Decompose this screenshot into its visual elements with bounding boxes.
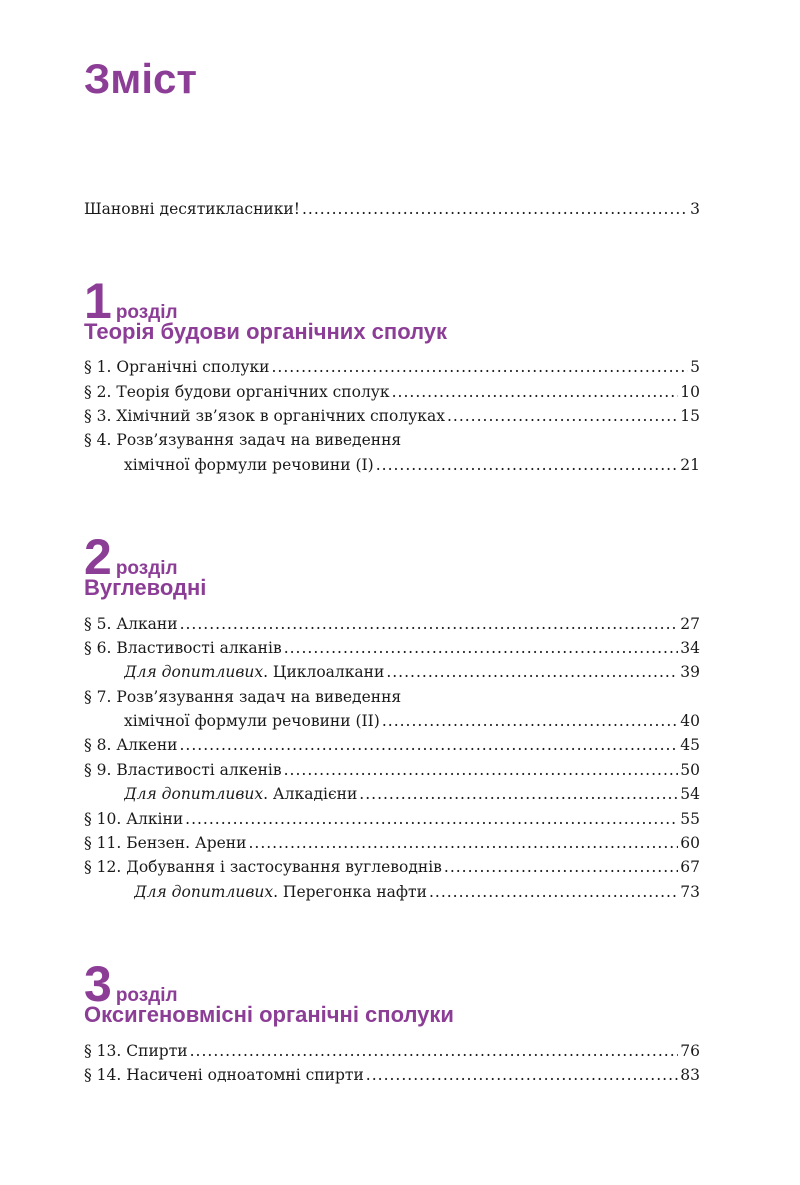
leader-dots (386, 663, 678, 681)
note-italic: Для допитливих (124, 785, 264, 803)
toc-entry[interactable] (84, 1042, 700, 1066)
toc-page-number: 39 (680, 663, 700, 681)
toc-entry-label: § 10. Алкіни (84, 810, 184, 828)
toc-entry-label[interactable]: § 7. Розв’язування задач на виведення (84, 688, 402, 706)
toc-page-number: 55 (680, 810, 700, 828)
toc-entry-label: § 11. Бензен. Арени (84, 834, 247, 852)
leader-dots (429, 883, 678, 901)
toc-entry-label: Шановні десятикласники! (84, 200, 300, 218)
leader-dots (248, 834, 678, 852)
toc-entry[interactable] (84, 858, 700, 882)
toc-entry-label: § 3. Хімічний зв’язок в органічних сполуках (84, 407, 445, 425)
section-1-title: Теорія будови органічних сполук (84, 319, 448, 344)
leader-dots (447, 407, 678, 425)
note-italic: Для допитливих (134, 883, 274, 901)
leader-dots (190, 1042, 679, 1060)
toc-entry-continuation[interactable] (124, 456, 700, 480)
toc-entry-label: § 8. Алкени (84, 736, 178, 754)
toc-entry[interactable] (84, 383, 700, 407)
toc-entry-label: § 6. Властивості алканів (84, 639, 282, 657)
toc-entry-label[interactable]: § 4. Розв’язування задач на виведення (84, 431, 402, 449)
section-word: розділ (115, 302, 178, 323)
leader-dots (444, 858, 678, 876)
toc-page-number: 3 (690, 200, 700, 218)
section-number: 1 (84, 273, 112, 329)
section-2-title: Вуглеводні (84, 575, 207, 600)
toc-entry-label: § 2. Теорія будови органічних сполук (84, 383, 390, 401)
note-text: . Перегонка нафти (273, 883, 427, 901)
leader-dots (284, 761, 679, 779)
note-text: . Циклоалкани (263, 663, 385, 681)
toc-entry-label (134, 883, 427, 901)
toc-entry-label (124, 785, 357, 803)
section-number: 2 (84, 529, 112, 585)
toc-entry-label: § 12. Добування і застосування вуглеводнів (84, 858, 442, 876)
toc-entry[interactable] (84, 407, 700, 431)
page-title: Зміст (84, 55, 197, 102)
toc-entry[interactable] (84, 1066, 700, 1090)
toc-note-entry[interactable] (124, 785, 700, 809)
note-text: . Алкадієни (263, 785, 358, 803)
toc-page-number: 45 (680, 736, 700, 754)
toc-page-number: 54 (680, 785, 700, 803)
toc-entry-continuation[interactable] (124, 712, 700, 736)
note-italic: Для допитливих (124, 663, 264, 681)
section-word: розділ (115, 558, 178, 579)
toc-page-number: 76 (680, 1042, 700, 1060)
toc-entry-label: § 14. Насичені одноатомні спирти (84, 1066, 364, 1084)
leader-dots (284, 639, 679, 657)
toc-page-number: 83 (680, 1066, 700, 1084)
toc-entry-label: хімічної формули речовини (ІІ) (124, 712, 380, 730)
toc-entry-intro[interactable] (84, 200, 700, 224)
toc-entry[interactable] (84, 761, 700, 785)
leader-dots (376, 456, 679, 474)
toc-entry-label: § 13. Спирти (84, 1042, 188, 1060)
toc-entry[interactable] (84, 358, 700, 382)
leader-dots (302, 200, 688, 218)
toc-page-number: 67 (680, 858, 700, 876)
leader-dots (180, 736, 679, 754)
toc-page-number: 5 (690, 358, 700, 376)
toc-entry[interactable] (84, 736, 700, 760)
leader-dots (382, 712, 678, 730)
toc-page-number: 34 (680, 639, 700, 657)
section-number: 3 (84, 956, 112, 1012)
toc-entry[interactable] (84, 615, 700, 639)
toc-page-number: 50 (680, 761, 700, 779)
toc-entry-label: § 9. Властивості алкенів (84, 761, 282, 779)
toc-page-number: 40 (680, 712, 700, 730)
toc-page-number: 15 (680, 407, 700, 425)
toc-entry[interactable] (84, 810, 700, 834)
toc-entry-label: § 1. Органічні сполуки (84, 358, 270, 376)
toc-note-entry[interactable] (134, 883, 700, 907)
leader-dots (180, 615, 679, 633)
toc-entry[interactable] (84, 834, 700, 858)
toc-entry-label: хімічної формули речовини (І) (124, 456, 374, 474)
toc-page-number: 73 (680, 883, 700, 901)
leader-dots (392, 383, 679, 401)
toc-entry-label (124, 663, 384, 681)
toc-page-number: 60 (680, 834, 700, 852)
toc-page-number: 27 (680, 615, 700, 633)
leader-dots (359, 785, 678, 803)
leader-dots (366, 1066, 678, 1084)
toc-note-entry[interactable] (124, 663, 700, 687)
toc-page-number: 10 (680, 383, 700, 401)
section-3-title: Оксигеновмісні органічні сполуки (84, 1002, 454, 1027)
toc-page-number: 21 (680, 456, 700, 474)
leader-dots (185, 810, 678, 828)
section-word: розділ (115, 985, 178, 1006)
toc-entry-label: § 5. Алкани (84, 615, 178, 633)
toc-entry[interactable] (84, 639, 700, 663)
leader-dots (271, 358, 688, 376)
